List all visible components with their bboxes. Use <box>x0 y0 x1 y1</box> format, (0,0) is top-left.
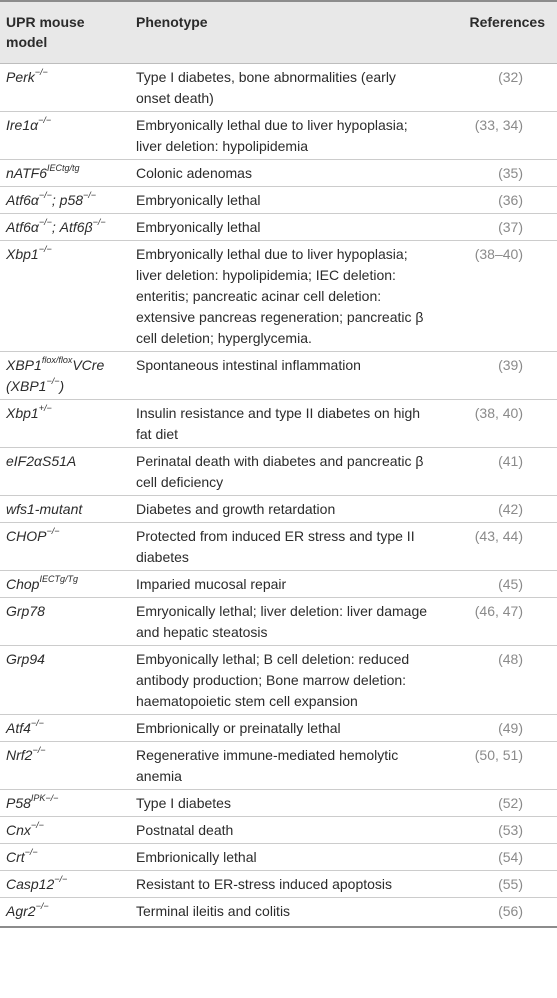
model-cell <box>0 598 130 646</box>
model-name <box>6 219 106 235</box>
references-cell: (37) <box>440 214 557 241</box>
table-row <box>0 571 557 598</box>
references-cell: (33, 34) <box>440 112 557 160</box>
phenotype-cell: Diabetes and growth retardation <box>130 496 440 523</box>
genotype-superscript: −/− <box>38 190 52 201</box>
model-name <box>6 720 44 736</box>
model-cell <box>0 523 130 571</box>
phenotype-cell: Perinatal death with diabetes and pancreatic β cell deficiency <box>130 448 440 496</box>
references-cell: (48) <box>440 646 557 715</box>
model-name <box>6 453 76 469</box>
phenotype-cell: Terminal ileitis and colitis <box>130 898 440 928</box>
model-cell <box>0 241 130 352</box>
genotype-superscript: −/− <box>46 376 60 387</box>
model-name <box>6 747 45 763</box>
references-cell: (36) <box>440 187 557 214</box>
model-text: wfs1-mutant <box>6 501 83 517</box>
column-header-model: UPR mouse model <box>0 1 130 64</box>
column-header-references: References <box>440 1 557 64</box>
table-row <box>0 64 557 112</box>
model-cell <box>0 646 130 715</box>
table-row <box>0 817 557 844</box>
model-cell <box>0 871 130 898</box>
model-cell <box>0 214 130 241</box>
model-text: XBP1 <box>6 357 42 373</box>
model-cell <box>0 400 130 448</box>
genotype-superscript: −/− <box>30 820 44 831</box>
phenotype-cell: Colonic adenomas <box>130 160 440 187</box>
genotype-superscript: −/− <box>30 718 44 729</box>
model-text: eIF2αS51A <box>6 453 77 469</box>
model-text: Nrf2 <box>6 747 33 763</box>
table-row <box>0 448 557 496</box>
phenotype-cell: Postnatal death <box>130 817 440 844</box>
model-name <box>6 357 104 394</box>
references-cell: (45) <box>440 571 557 598</box>
phenotype-cell: Embrionically lethal <box>130 844 440 871</box>
model-name <box>6 849 38 865</box>
model-text: CHOP <box>6 528 47 544</box>
table-row <box>0 241 557 352</box>
genotype-superscript: −/− <box>24 847 38 858</box>
genotype-superscript: +/− <box>38 403 52 414</box>
model-text: Ire1α <box>6 117 39 133</box>
references-cell: (41) <box>440 448 557 496</box>
table-header <box>0 1 557 64</box>
model-cell <box>0 844 130 871</box>
model-text: Atf6α <box>6 192 39 208</box>
table-row <box>0 715 557 742</box>
model-name <box>6 603 45 619</box>
phenotype-cell: Protected from induced ER stress and type II diabetes <box>130 523 440 571</box>
model-cell <box>0 112 130 160</box>
model-cell <box>0 187 130 214</box>
table-row <box>0 742 557 790</box>
model-cell <box>0 715 130 742</box>
model-name <box>6 117 51 133</box>
model-text: Xbp1 <box>6 405 39 421</box>
model-text: P58 <box>6 795 31 811</box>
model-text: ; Atf6β <box>51 219 93 235</box>
genotype-superscript: −/− <box>54 874 68 885</box>
model-name <box>6 246 52 262</box>
references-cell: (50, 51) <box>440 742 557 790</box>
table-row <box>0 898 557 928</box>
phenotype-cell: Regenerative immune-mediated hemolytic anemia <box>130 742 440 790</box>
model-cell <box>0 790 130 817</box>
genotype-superscript: −/− <box>83 190 97 201</box>
table-row <box>0 523 557 571</box>
model-name <box>6 795 58 811</box>
references-cell: (39) <box>440 352 557 400</box>
references-cell: (49) <box>440 715 557 742</box>
table-row <box>0 871 557 898</box>
phenotype-cell: Embrionically or preinatally lethal <box>130 715 440 742</box>
model-text: Crt <box>6 849 25 865</box>
genotype-superscript: −/− <box>34 67 48 78</box>
model-name <box>6 192 96 208</box>
genotype-superscript: −/− <box>92 217 106 228</box>
model-cell <box>0 160 130 187</box>
genotype-superscript: IPK−/− <box>30 793 59 804</box>
column-header-phenotype: Phenotype <box>130 1 440 64</box>
model-name <box>6 822 44 838</box>
genotype-superscript: −/− <box>46 526 60 537</box>
genotype-superscript: IECtg/tg <box>46 163 80 174</box>
model-cell <box>0 496 130 523</box>
model-text: Grp94 <box>6 651 45 667</box>
phenotype-cell: Type I diabetes, bone abnormalities (early onset death) <box>130 64 440 112</box>
phenotype-cell: Insulin resistance and type II diabetes on high fat diet <box>130 400 440 448</box>
genotype-superscript: −/− <box>38 217 52 228</box>
model-text: ; p58 <box>51 192 84 208</box>
phenotype-cell: Imparied mucosal repair <box>130 571 440 598</box>
model-text: Grp78 <box>6 603 45 619</box>
model-text: nATF6 <box>6 165 47 181</box>
model-name <box>6 576 78 592</box>
genotype-superscript: flox/flox <box>41 355 73 366</box>
model-cell <box>0 448 130 496</box>
references-cell: (38–40) <box>440 241 557 352</box>
phenotype-cell: Embryonically lethal due to liver hypoplasia; liver deletion: hypolipidemia; IEC deletion: enteritis; pancreatic acinar cell deletion: extensive pancreas regeneration; pancreatic β cell deletion; hyperglycemia. <box>130 241 440 352</box>
model-text: Xbp1 <box>6 246 39 262</box>
model-text: Cnx <box>6 822 31 838</box>
phenotype-cell: Embryonically lethal <box>130 214 440 241</box>
table-row <box>0 214 557 241</box>
model-cell <box>0 64 130 112</box>
model-cell <box>0 817 130 844</box>
table-row <box>0 496 557 523</box>
table-row <box>0 790 557 817</box>
references-cell: (56) <box>440 898 557 928</box>
model-name <box>6 69 48 85</box>
table-row <box>0 400 557 448</box>
table-row <box>0 352 557 400</box>
table-row <box>0 160 557 187</box>
table-row <box>0 598 557 646</box>
table-row <box>0 112 557 160</box>
genotype-superscript: IECTg/Tg <box>39 574 78 585</box>
references-cell: (46, 47) <box>440 598 557 646</box>
model-text: Casp12 <box>6 876 55 892</box>
model-cell <box>0 742 130 790</box>
model-text: ) <box>59 378 65 394</box>
table-body <box>0 64 557 928</box>
references-cell: (52) <box>440 790 557 817</box>
model-name <box>6 651 45 667</box>
phenotype-cell: Embryonically lethal <box>130 187 440 214</box>
phenotype-cell: Type I diabetes <box>130 790 440 817</box>
phenotype-cell: Resistant to ER-stress induced apoptosis <box>130 871 440 898</box>
model-text: Chop <box>6 576 40 592</box>
phenotype-cell: Embyonically lethal; B cell deletion: reduced antibody production; Bone marrow deletion: haematopoietic stem cell expansion <box>130 646 440 715</box>
references-cell: (55) <box>440 871 557 898</box>
model-name <box>6 165 80 181</box>
genotype-superscript: −/− <box>35 901 49 912</box>
model-text: Agr2 <box>6 903 36 919</box>
model-cell <box>0 898 130 928</box>
model-text: Atf4 <box>6 720 31 736</box>
references-cell: (54) <box>440 844 557 871</box>
model-name <box>6 528 59 544</box>
phenotype-cell: Spontaneous intestinal inflammation <box>130 352 440 400</box>
model-name <box>6 903 49 919</box>
references-cell: (38, 40) <box>440 400 557 448</box>
table-row <box>0 844 557 871</box>
model-text: Atf6α <box>6 219 39 235</box>
model-name <box>6 405 52 421</box>
references-cell: (32) <box>440 64 557 112</box>
references-cell: (42) <box>440 496 557 523</box>
model-name <box>6 876 67 892</box>
references-cell: (43, 44) <box>440 523 557 571</box>
table-row <box>0 646 557 715</box>
phenotype-cell: Emryonically lethal; liver deletion: liver damage and hepatic steatosis <box>130 598 440 646</box>
model-cell <box>0 352 130 400</box>
genotype-superscript: −/− <box>32 745 46 756</box>
genotype-superscript: −/− <box>38 115 52 126</box>
header-row <box>0 1 557 64</box>
model-text: Perk <box>6 69 35 85</box>
model-text: VCre (XBP1 <box>6 357 105 394</box>
phenotype-cell: Embryonically lethal due to liver hypoplasia; liver deletion: hypolipidemia <box>130 112 440 160</box>
model-cell <box>0 571 130 598</box>
genotype-superscript: −/− <box>38 244 52 255</box>
table-row <box>0 187 557 214</box>
model-name <box>6 501 82 517</box>
references-cell: (35) <box>440 160 557 187</box>
references-cell: (53) <box>440 817 557 844</box>
